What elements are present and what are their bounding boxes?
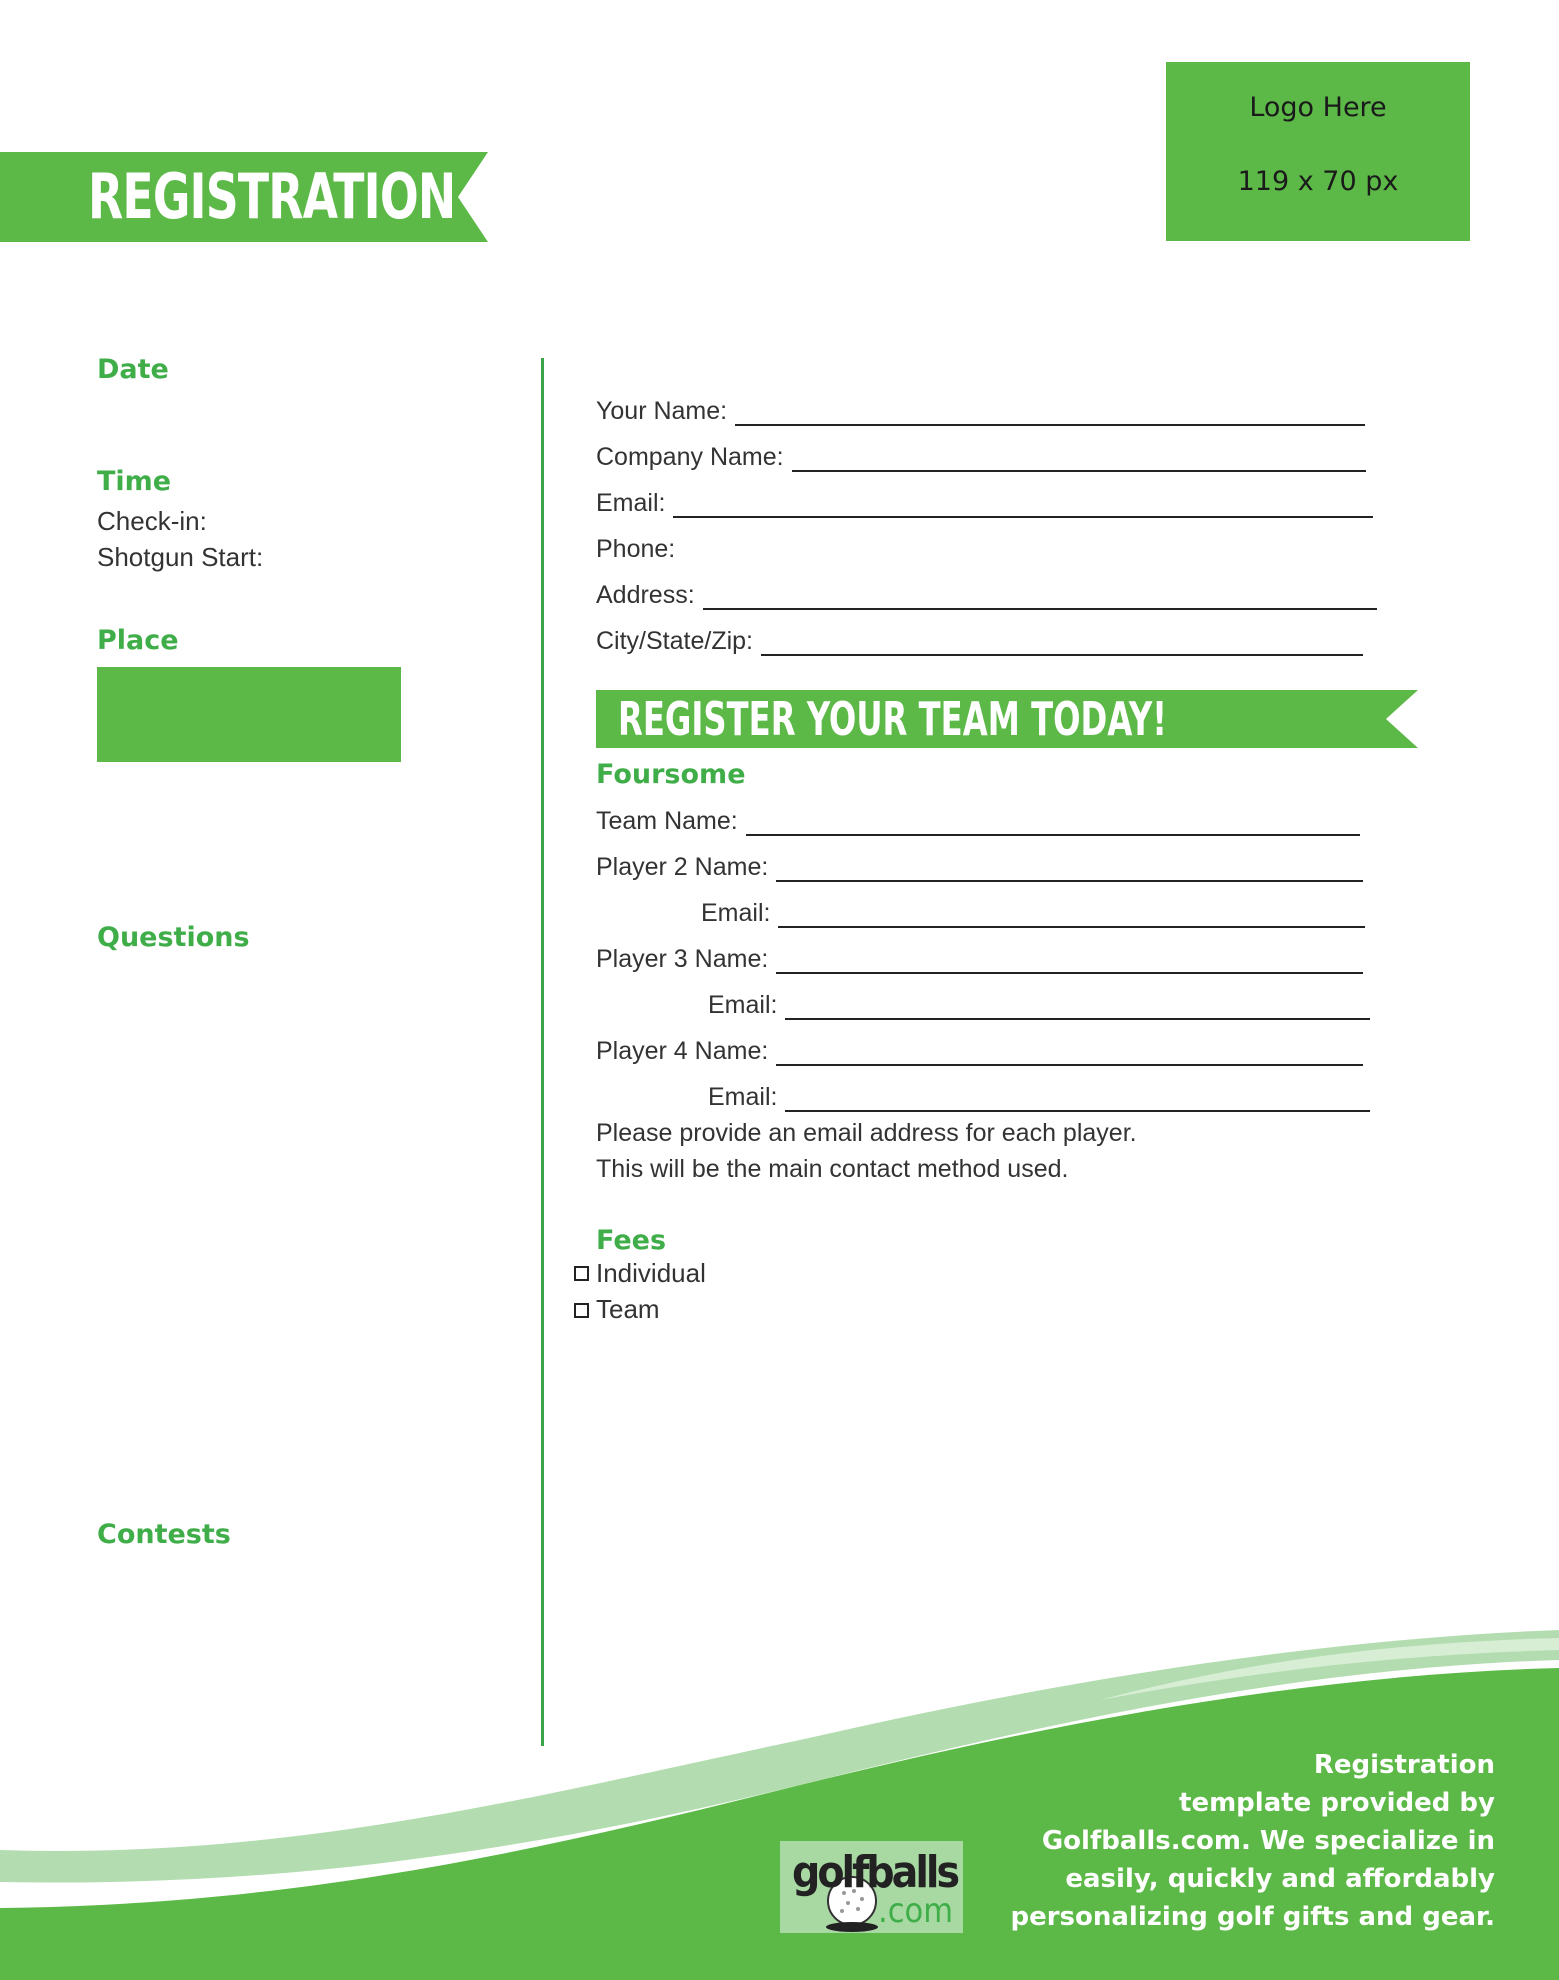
team-checkbox[interactable] — [574, 1303, 589, 1318]
city-state-zip-line[interactable] — [761, 630, 1363, 656]
player4-name-line[interactable] — [776, 1040, 1363, 1066]
player3-email-label: Email: — [708, 991, 778, 1019]
player3-name-label: Player 3 Name: — [596, 945, 769, 973]
company-name-label: Company Name: — [596, 443, 784, 471]
player2-name-label: Player 2 Name: — [596, 853, 769, 881]
email-note-line1: Please provide an email address for each player. — [596, 1119, 1137, 1147]
your-name-field[interactable] — [596, 397, 1365, 426]
your-name-label: Your Name: — [596, 397, 728, 425]
footer-line-3: Golfballs.com. We specialize in — [1041, 1826, 1495, 1856]
page-title: REGISTRATION — [88, 160, 456, 233]
team-option-label: Team — [596, 1294, 660, 1324]
logo-placeholder — [1166, 62, 1470, 241]
golfballs-logo-suffix: .com — [878, 1891, 954, 1931]
shotgun-start-label: Shotgun Start: — [97, 542, 264, 572]
player3-email-field[interactable] — [708, 991, 1370, 1020]
footer-line-4: easily, quickly and affordably — [1065, 1864, 1495, 1894]
address-field[interactable] — [596, 581, 1377, 610]
place-label: Place — [97, 625, 179, 656]
address-line[interactable] — [703, 584, 1377, 610]
time-label: Time — [97, 466, 172, 497]
player3-name-field[interactable] — [596, 945, 1363, 974]
phone-field[interactable] — [596, 535, 675, 564]
individual-checkbox[interactable] — [574, 1266, 589, 1281]
phone-label: Phone: — [596, 535, 676, 563]
address-label: Address: — [596, 581, 695, 609]
footer-line-1: Registration — [1313, 1750, 1495, 1780]
team-name-line[interactable] — [746, 810, 1360, 836]
your-name-line[interactable] — [735, 400, 1365, 426]
questions-label: Questions — [97, 922, 250, 953]
date-label: Date — [97, 354, 169, 385]
player2-name-line[interactable] — [776, 856, 1363, 882]
player2-email-label: Email: — [701, 899, 771, 927]
city-state-zip-field[interactable] — [596, 627, 1363, 656]
email-field[interactable] — [596, 489, 1373, 518]
player2-email-field[interactable] — [701, 899, 1365, 928]
player2-email-line[interactable] — [778, 902, 1365, 928]
company-name-line[interactable] — [792, 446, 1366, 472]
player4-name-field[interactable] — [596, 1037, 1363, 1066]
company-name-field[interactable] — [596, 443, 1366, 472]
column-divider — [541, 358, 544, 1746]
city-state-zip-label: City/State/Zip: — [596, 627, 753, 655]
player4-email-field[interactable] — [708, 1083, 1370, 1112]
golfballs-logo-word: golfballs — [792, 1847, 958, 1898]
player4-email-label: Email: — [708, 1083, 778, 1111]
team-name-label: Team Name: — [596, 807, 738, 835]
contests-label: Contests — [97, 1519, 231, 1550]
footer-line-5: personalizing golf gifts and gear. — [1010, 1902, 1495, 1932]
place-box — [97, 667, 401, 762]
player4-email-line[interactable] — [785, 1086, 1370, 1112]
fees-label: Fees — [596, 1225, 667, 1256]
logo-placeholder-text: Logo Here — [1249, 92, 1387, 123]
team-name-field[interactable] — [596, 807, 1360, 836]
team-banner-title: REGISTER YOUR TEAM TODAY! — [618, 692, 1167, 746]
player2-name-field[interactable] — [596, 853, 1363, 882]
checkin-label: Check-in: — [97, 506, 207, 536]
foursome-label: Foursome — [596, 759, 746, 790]
player3-name-line[interactable] — [776, 948, 1363, 974]
email-note-line2: This will be the main contact method used. — [596, 1155, 1069, 1183]
player4-name-label: Player 4 Name: — [596, 1037, 769, 1065]
logo-size-text: 119 x 70 px — [1237, 166, 1399, 197]
email-label: Email: — [596, 489, 666, 517]
individual-option-label: Individual — [596, 1258, 706, 1288]
email-line[interactable] — [673, 492, 1373, 518]
player3-email-line[interactable] — [785, 994, 1370, 1020]
footer-line-2: template provided by — [1179, 1788, 1495, 1818]
footer-credit — [935, 1746, 1495, 1936]
